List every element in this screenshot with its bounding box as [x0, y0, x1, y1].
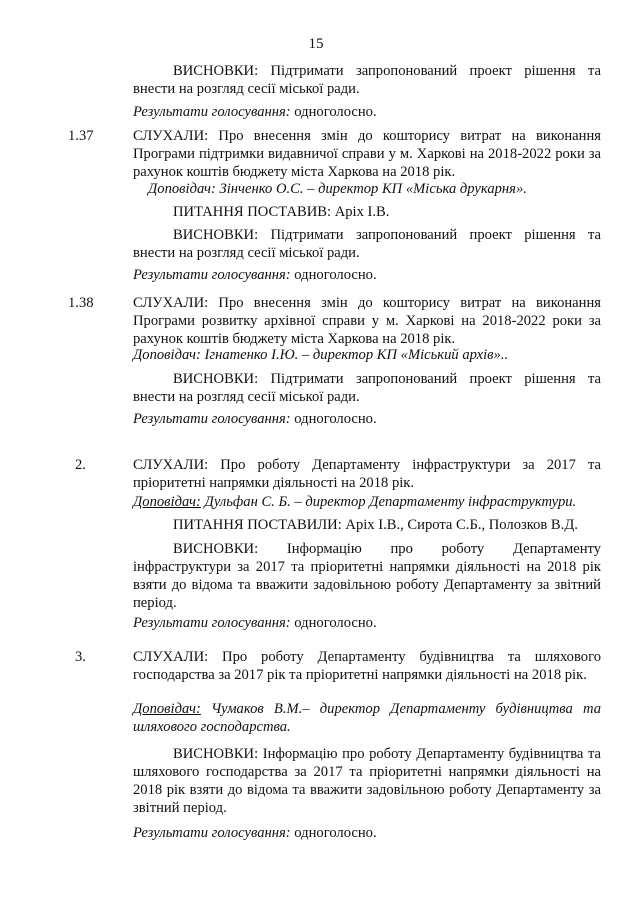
heard-text: СЛУХАЛИ: Про внесення змін до кошторису витрат на виконання Програми розвитку архівної справи у м. Харкові на 2018-2022 роки за рахунок коштів бюджету міста Харкова на 2018 рік.	[133, 295, 601, 347]
reporter: Доповідач: Зінченко О.С. – директор КП «Міська друкарня».	[148, 181, 527, 197]
conclusion: ВИСНОВКИ: Підтримати запропонований проект рішення та внести на розгляд сесії міської ради.	[133, 227, 601, 261]
item-number: 1.37	[68, 128, 94, 144]
vote-result: Результати голосування: одноголосно.	[133, 825, 377, 841]
reporter: Доповідач: Дульфан С. Б. – директор Департаменту інфраструктури.	[133, 494, 577, 510]
conclusion: ВИСНОВКИ: Інформацію про роботу Департаменту інфраструктури за 2017 та пріоритетні напрямки діяльності на 2018 рік взяти до відома та вважити задовільною роботу Департаменту за звітний період.	[133, 541, 601, 611]
conclusion: ВИСНОВКИ: Підтримати запропонований проект рішення та внести на розгляд сесії міської ради.	[133, 371, 601, 405]
item-number: 1.38	[68, 295, 94, 311]
vote-result: Результати голосування: одноголосно.	[133, 267, 377, 283]
heard-text: СЛУХАЛИ: Про роботу Департаменту будівництва та шляхового господарства за 2017 рік та пріоритетні напрямки діяльності на 2018 рік.	[133, 649, 601, 683]
heard-text: СЛУХАЛИ: Про роботу Департаменту інфраструктури за 2017 та пріоритетні напрямки діяльності на 2018 рік.	[133, 457, 601, 491]
item-number: 2.	[75, 457, 86, 473]
item-number: 3.	[75, 649, 86, 665]
question-raised: ПИТАННЯ ПОСТАВИЛИ: Аріх І.В., Сирота С.Б., Полозков В.Д.	[173, 517, 578, 533]
heard-text: СЛУХАЛИ: Про внесення змін до кошторису витрат на виконання Програми підтримки видавничої справи у м. Харкові на 2018-2022 роки за рахунок коштів бюджету міста Харкова на 2018 рік.	[133, 128, 601, 180]
vote-result: Результати голосування: одноголосно.	[133, 615, 377, 631]
vote-result: Результати голосування: одноголосно.	[133, 411, 377, 427]
reporter: Доповідач: Чумаков В.М.– директор Департаменту будівництва та шляхового господарства.	[133, 701, 601, 735]
conclusion: ВИСНОВКИ: Інформацію про роботу Департаменту будівництва та шляхового господарства за 2017 та пріоритетні напрямки діяльності на 2018 рік взяти до відома та вважити задовільною роботу Департаменту за звітний період.	[133, 746, 601, 816]
page-number: 15	[308, 36, 324, 52]
reporter: Доповідач: Ігнатенко І.Ю. – директор КП «Міський архів»..	[133, 347, 509, 363]
question-raised: ПИТАННЯ ПОСТАВИВ: Аріх І.В.	[173, 204, 390, 220]
vote-result: Результати голосування: одноголосно.	[133, 104, 377, 120]
conclusion: ВИСНОВКИ: Підтримати запропонований проект рішення та внести на розгляд сесії міської ради.	[133, 63, 601, 97]
